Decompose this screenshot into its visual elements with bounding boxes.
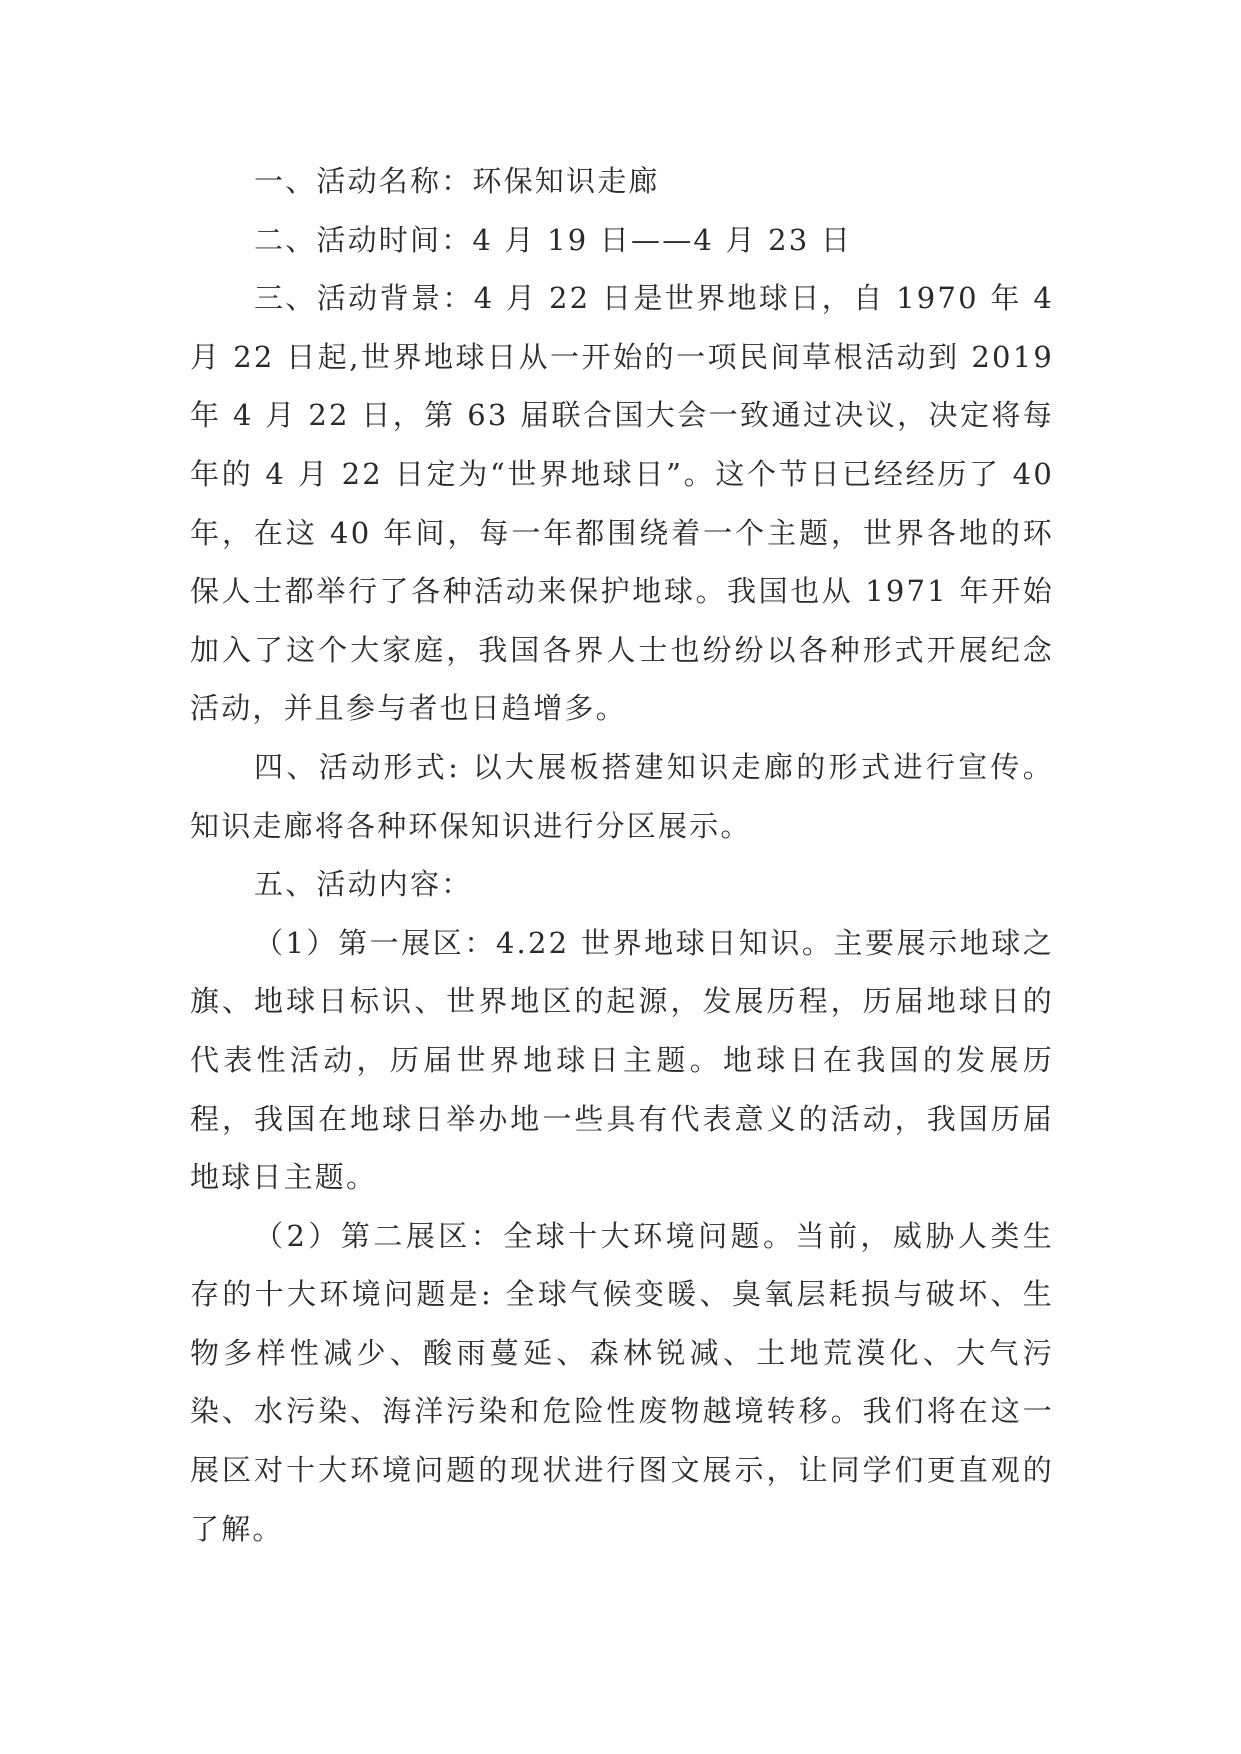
paragraph-activity-content-heading: 五、活动内容： (254, 867, 473, 902)
paragraph-activity-time: 二、活动时间：4 月 19 日——4 月 23 日 (254, 222, 853, 257)
paragraph-exhibit-area-2: （2）第二展区：全球十大环境问题。当前，威胁人类生存的十大环境问题是: 全球气候变暖、臭氧层耗损与破坏、生物多样性减少、酸雨蔓延、森林锐减、土地荒漠化、大气污染、水污染、海洋污染和危险性废物越境转移。我们将在这一展区对十大环境问题的现状进行图文展示，让同学们更直观的了解。 (190, 1218, 1054, 1546)
paragraph-activity-name: 一、活动名称：环保知识走廊 (254, 164, 660, 198)
paragraph-activity-format: 四、活动形式: 以大展板搭建知识走廊的形式进行宣传。知识走廊将各种环保知识进行分区展示。 (190, 749, 1054, 843)
paragraph-exhibit-area-1: （1）第一展区：4.22 世界地球日知识。主要展示地球之旗、地球日标识、世界地区的起源，发展历程，历届地球日的代表性活动，历届世界地球日主题。地球日在我国的发展历程，我国在地球日举办地一些具有代表意义的活动，我国历届地球日主题。 (190, 925, 1054, 1195)
document-body (190, 152, 1054, 1558)
paragraph-activity-background: 三、活动背景：4 月 22 日是世界地球日，自 1970 年 4 月 22 日起,世界地球日从一开始的一项民间草根活动到 2019 年 4 月 22 日，第 63 届联合国大会一致通过决议，决定将每年的 4 月 22 日定为“世界地球日”。这个节日已经经历了 40 年，在这 40 年间，每一年都围绕着一个主题，世界各地的环保人士都举行了各种活动来保护地球。我国也从 1971 年开始加入了这个大家庭，我国各界人士也纷纷以各种形式开展纪念活动，并且参与者也日趋增多。 (190, 281, 1054, 726)
